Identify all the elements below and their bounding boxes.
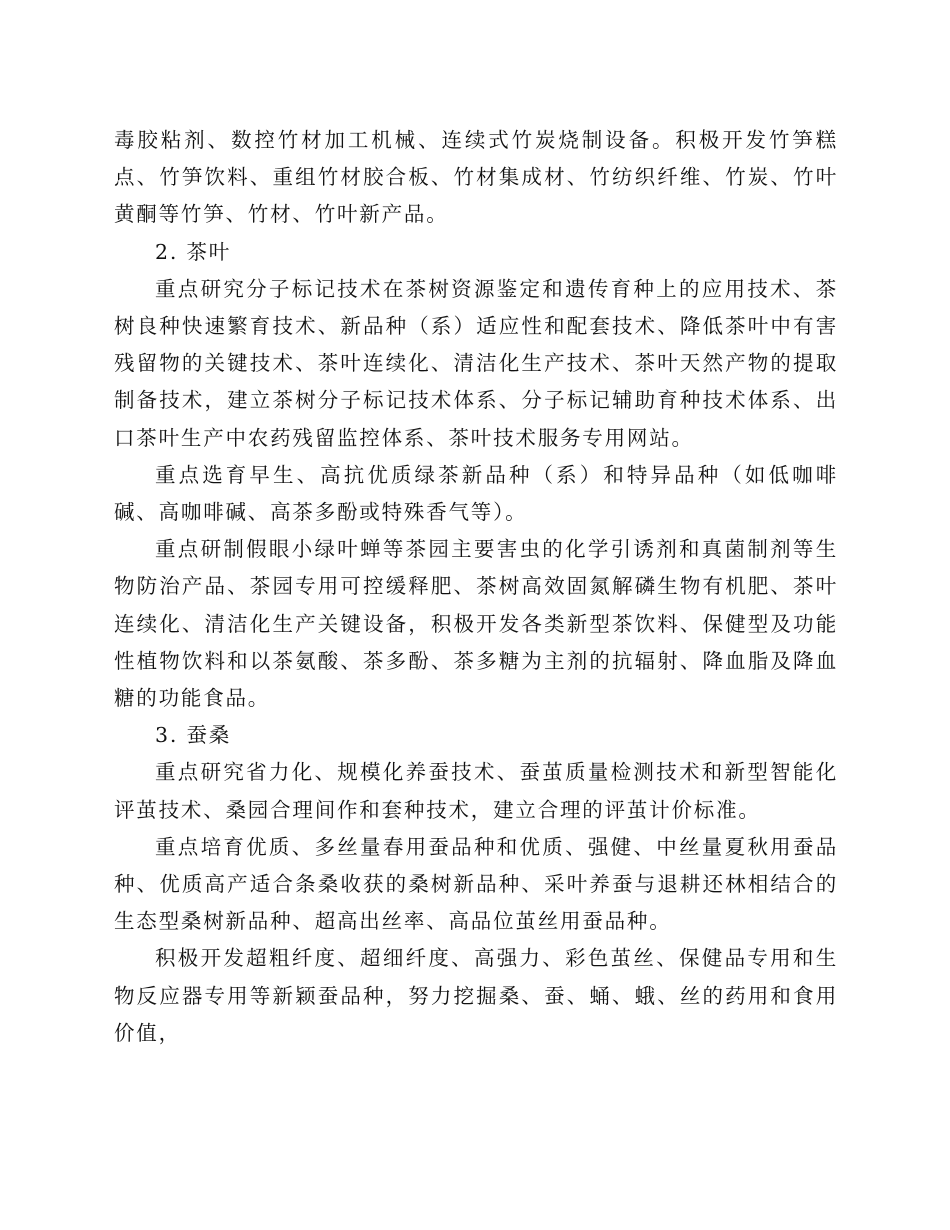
paragraph-tea-products: 重点研制假眼小绿叶蝉等茶园主要害虫的化学引诱剂和真菌制剂等生物防治产品、茶园专用可控缓释肥、茶树高效固氮解磷生物有机肥、茶叶连续化、清洁化生产关键设备，积极开发各类新型茶饮料、保健型及功能性植物饮料和以茶氨酸、茶多酚、茶多糖为主剂的抗辐射、降血脂及降血糖的功能食品。 — [114, 537, 838, 711]
document-body — [114, 122, 838, 1052]
paragraph-tea-research: 重点研究分子标记技术在茶树资源鉴定和遗传育种上的应用技术、茶树良种快速繁育技术、新品种（系）适应性和配套技术、降低茶叶中有害残留物的关键技术、茶叶连续化、清洁化生产技术、茶叶天然产物的提取制备技术，建立茶树分子标记技术体系、分子标记辅助育种技术体系、出口茶叶生产中农药残留监控体系、茶叶技术服务专用网站。 — [114, 276, 838, 450]
paragraph-sericulture-breeding: 重点培育优质、多丝量春用蚕品种和优质、强健、中丝量夏秋用蚕品种、优质高产适合条桑收获的桑树新品种、采叶养蚕与退耕还林相结合的生态型桑树新品种、超高出丝率、高品位茧丝用蚕品种。 — [114, 834, 838, 934]
paragraph-sericulture-research: 重点研究省力化、规模化养蚕技术、蚕茧质量检测技术和新型智能化评茧技术、桑园合理间作和套种技术，建立合理的评茧计价标准。 — [114, 760, 838, 822]
paragraph-bamboo-continuation: 毒胶粘剂、数控竹材加工机械、连续式竹炭烧制设备。积极开发竹笋糕点、竹笋饮料、重组竹材胶合板、竹材集成材、竹纺织纤维、竹炭、竹叶黄酮等竹笋、竹材、竹叶新产品。 — [114, 128, 838, 227]
section-heading-sericulture: 3. 蚕桑 — [155, 723, 232, 748]
section-heading-tea: 2. 茶叶 — [155, 239, 232, 264]
paragraph-tea-breeding: 重点选育早生、高抗优质绿茶新品种（系）和特异品种（如低咖啡碱、高咖啡碱、高茶多酚或特殊香气等）。 — [114, 462, 838, 525]
paragraph-sericulture-development: 积极开发超粗纤度、超细纤度、高强力、彩色茧丝、保健品专用和生物反应器专用等新颖蚕品种，努力挖掘桑、蚕、蛹、蛾、丝的药用和食用价值， — [114, 946, 838, 1045]
